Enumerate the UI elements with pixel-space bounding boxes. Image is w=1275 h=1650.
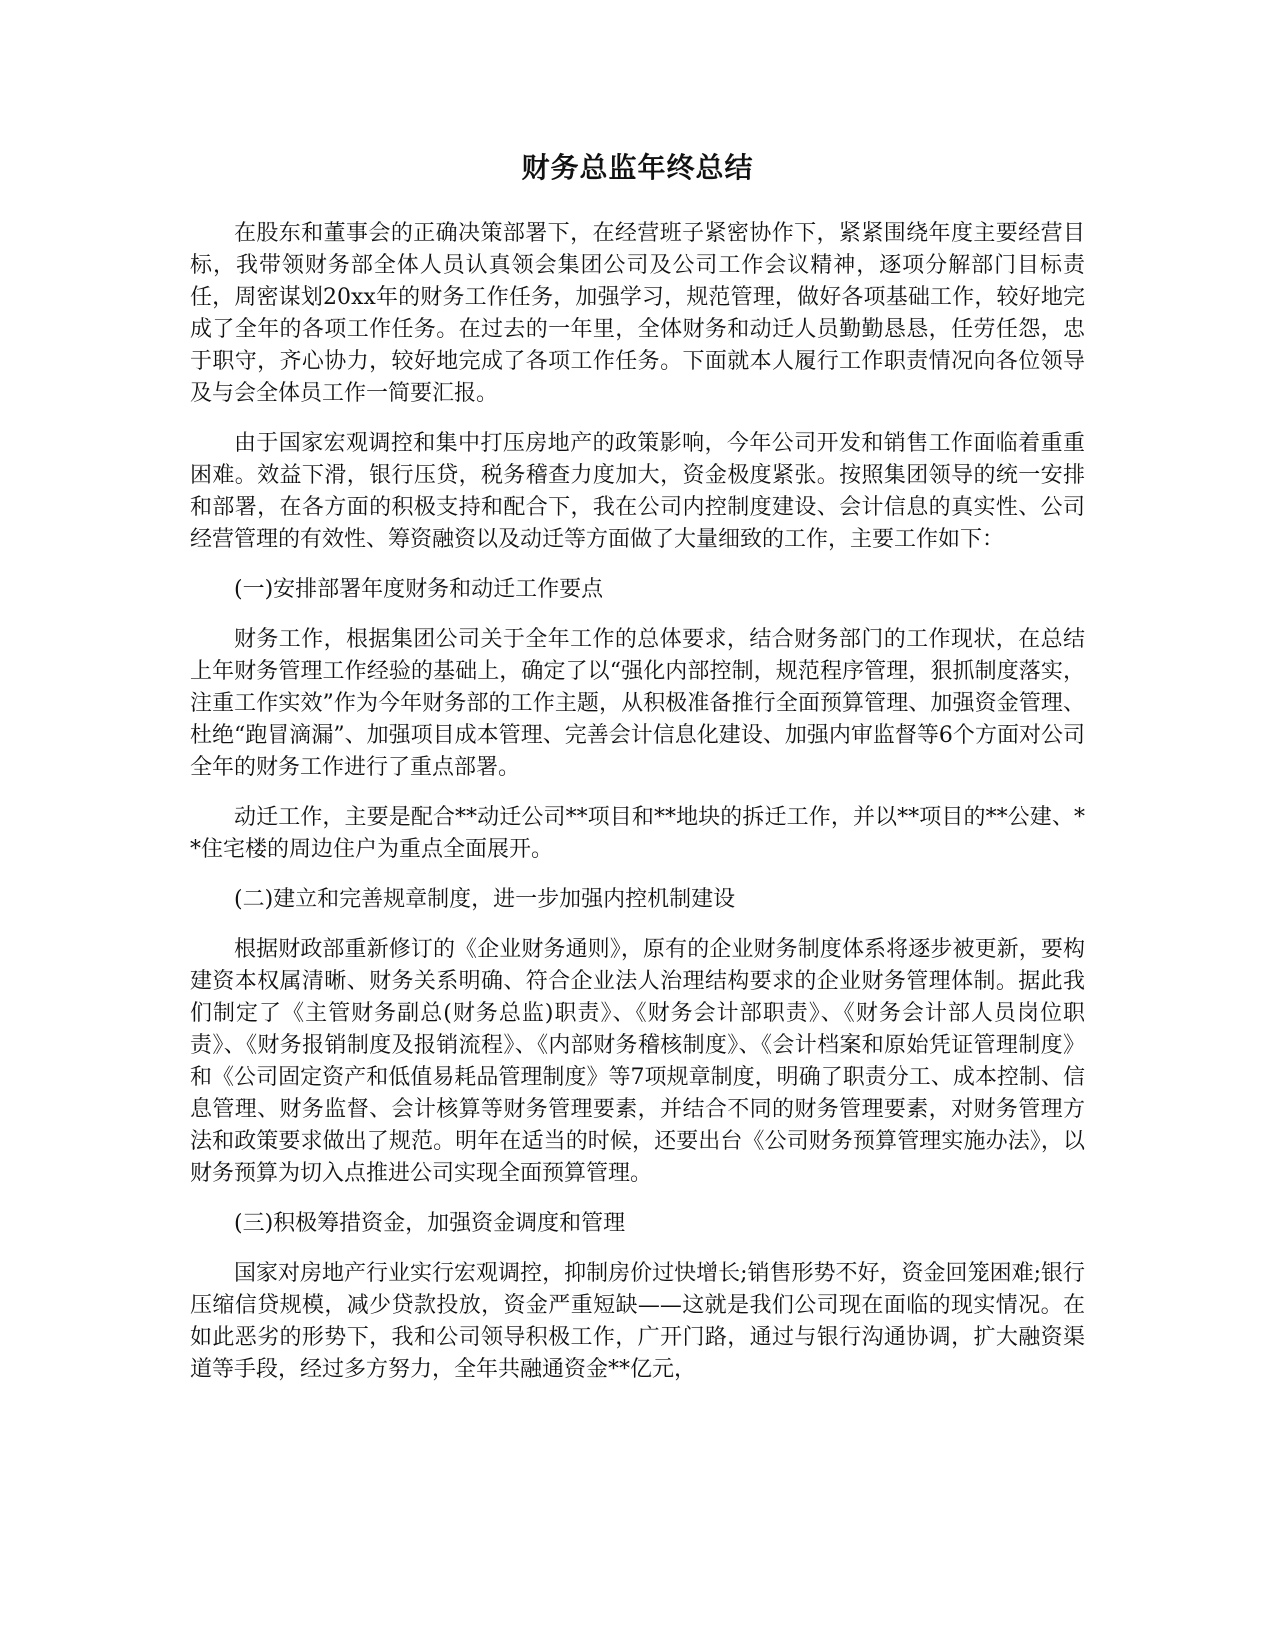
paragraph-relocation-work: 动迁工作，主要是配合**动迁公司**项目和**地块的拆迁工作，并以**项目的**公建、**住宅楼的周边住户为重点全面展开。 bbox=[190, 805, 1085, 862]
paragraph-intro: 在股东和董事会的正确决策部署下，在经营班子紧密协作下，紧紧围绕年度主要经营目标，我带领财务部全体人员认真领会集团公司及公司工作会议精神，逐项分解部门目标责任，周密谋划20xx年的财务工作任务，加强学习，规范管理，做好各项基础工作，较好地完成了全年的各项工作任务。在过去的一年里，全体财务和动迁人员勤勤恳恳，任劳任怨，忠于职守，齐心协力，较好地完成了各项工作任务。下面就本人履行工作职责情况向各位领导及与会全体员工作一简要汇报。 bbox=[190, 221, 1085, 406]
section-heading-1: (一)安排部署年度财务和动迁工作要点 bbox=[234, 577, 604, 602]
paragraph-funding: 国家对房地产行业实行宏观调控，抑制房价过快增长;销售形势不好，资金回笼困难;银行压缩信贷规模，减少贷款投放，资金严重短缺——这就是我们公司现在面临的现实情况。在如此恶劣的形势下，我和公司领导积极工作，广开门路，通过与银行沟通协调，扩大融资渠道等手段，经过多方努力，全年共融通资金**亿元， bbox=[190, 1261, 1085, 1382]
document-page bbox=[190, 148, 1085, 1404]
paragraph-regulations: 根据财政部重新修订的《企业财务通则》，原有的企业财务制度体系将逐步被更新，要构建资本权属清晰、财务关系明确、符合企业法人治理结构要求的企业财务管理体制。据此我们制定了《主管财务副总(财务总监)职责》、《财务会计部职责》、《财务会计部人员岗位职责》、《财务报销制度及报销流程》、《内部财务稽核制度》、《会计档案和原始凭证管理制度》和《公司固定资产和低值易耗品管理制度》等7项规章制度，明确了职责分工、成本控制、信息管理、财务监督、会计核算等财务管理要素，并结合不同的财务管理要素，对财务管理方法和政策要求做出了规范。明年在适当的时候，还要出台《公司财务预算管理实施办法》，以财务预算为切入点推进公司实现全面预算管理。 bbox=[190, 937, 1085, 1186]
paragraph-background: 由于国家宏观调控和集中打压房地产的政策影响，今年公司开发和销售工作面临着重重困难。效益下滑，银行压贷，税务稽查力度加大，资金极度紧张。按照集团领导的统一安排和部署，在各方面的积极支持和配合下，我在公司内控制度建设、会计信息的真实性、公司经营管理的有效性、筹资融资以及动迁等方面做了大量细致的工作，主要工作如下： bbox=[190, 431, 1085, 552]
section-heading-2: (二)建立和完善规章制度，进一步加强内控机制建设 bbox=[234, 887, 736, 912]
section-heading-3: (三)积极筹措资金，加强资金调度和管理 bbox=[234, 1211, 626, 1236]
document-title: 财务总监年终总结 bbox=[521, 151, 754, 184]
paragraph-finance-work: 财务工作，根据集团公司关于全年工作的总体要求，结合财务部门的工作现状，在总结上年财务管理工作经验的基础上，确定了以“强化内部控制，规范程序管理，狠抓制度落实，注重工作实效”作为今年财务部的工作主题，从积极准备推行全面预算管理、加强资金管理、杜绝“跑冒滴漏”、加强项目成本管理、完善会计信息化建设、加强内审监督等6个方面对公司全年的财务工作进行了重点部署。 bbox=[190, 627, 1085, 780]
